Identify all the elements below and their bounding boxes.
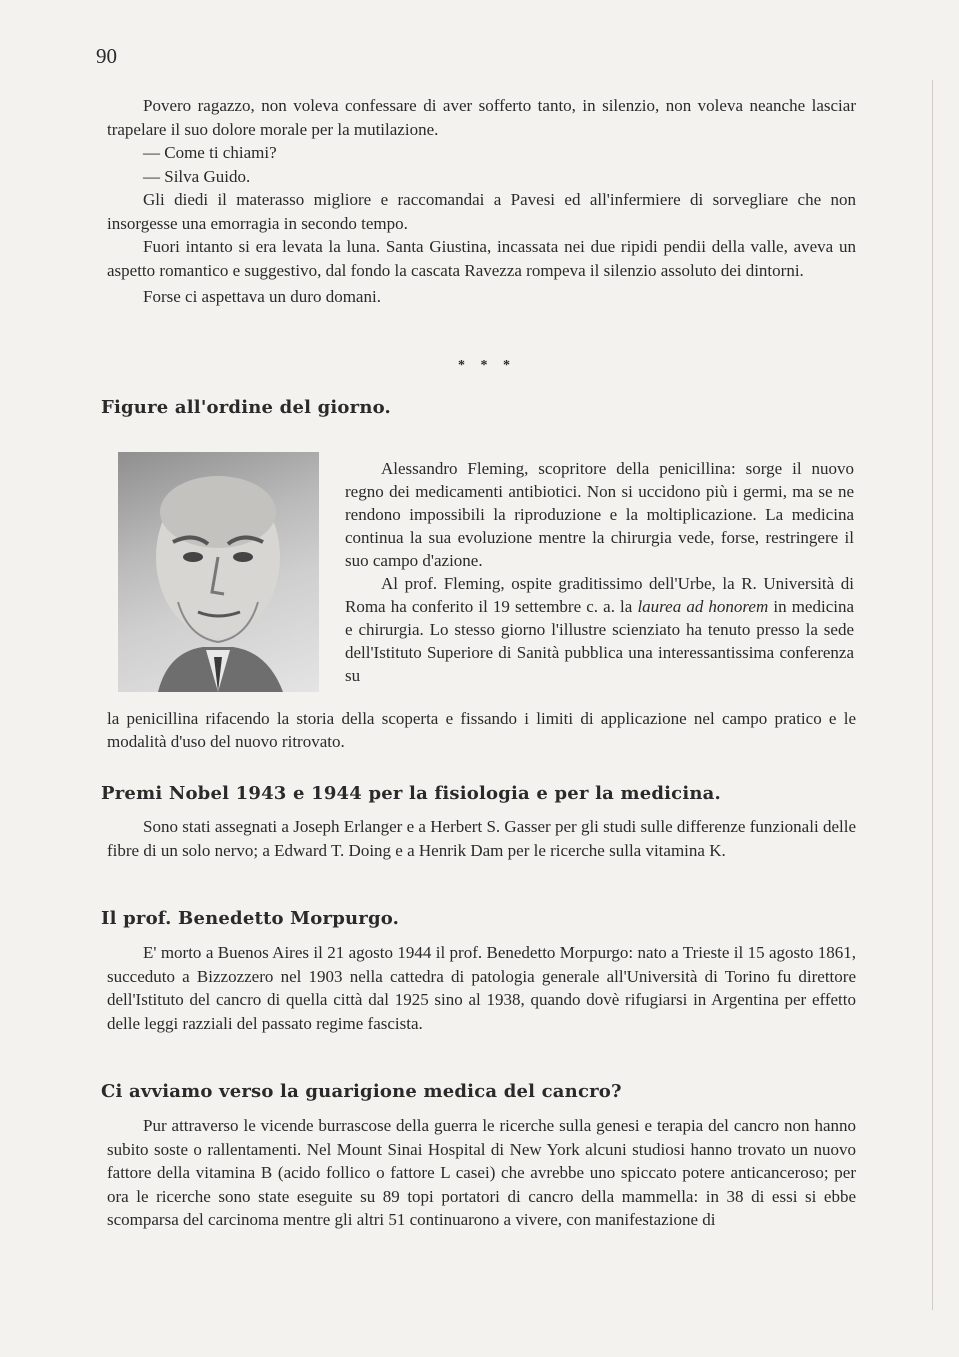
page-number: 90 — [96, 44, 117, 68]
morpurgo-text — [107, 941, 856, 1035]
intro-paragraph: — Come ti chiami? — [143, 143, 277, 162]
heading-morpurgo: Il prof. Benedetto Morpurgo. — [101, 908, 400, 929]
page-edge-rule — [932, 80, 933, 1310]
fleming-paragraph-2 — [345, 572, 854, 687]
portrait-photo — [118, 452, 319, 692]
intro-paragraph: — Silva Guido. — [143, 166, 251, 186]
morpurgo-paragraph: E' morto a Buenos Aires il 21 agosto 1944 il prof. Benedetto Morpurgo: nato a Trieste il 15 agosto 1861, succeduto a Bizzozzero nel 1903 nella cattedra di patologia generale all'Università di Torino fu direttore dell'Istituto del cancro di quella città dal 1925 sino al 1938, quando dovè rifugiarsi in Argentina per effetto delle leggi razziali del passato regime fascista. — [107, 943, 856, 1033]
intro-paragraph: Fuori intanto si era levata la luna. Santa Giustina, incassata nei due ripidi pendii della valle, aveva un aspetto romantico e suggestivo, dal fondo la cascata Ravezza rompeva il silenzio assoluto dei dintorni. — [107, 237, 856, 280]
fleming-continuation — [107, 707, 856, 753]
section-separator: * * * — [458, 358, 516, 373]
fleming-paragraph: Alessandro Fleming, scopritore della penicillina: sorge il nuovo regno dei medicamenti antibiotici. Non si uccidono più i germi, ma se ne rendono impossibili la riproduzione e la moltiplicazione. La medicina continua la sua evoluzione mentre la chirurgia vede, forse, restringere il suo campo d'azione. — [345, 459, 854, 570]
nobel-paragraph: Sono stati assegnati a Joseph Erlanger e a Herbert S. Gasser per gli studi sulle differenze funzionali delle fibre di un solo nervo; a Edward T. Doing e a Henrik Dam per le ricerche sulla vitamina K. — [107, 817, 856, 860]
intro-paragraph: Forse ci aspettava un duro domani. — [143, 287, 381, 306]
nobel-text — [107, 815, 856, 862]
cancro-paragraph: Pur attraverso le vicende burrascose della guerra le ricerche sulla genesi e terapia del cancro non hanno subito soste o rallentamenti. Nel Mount Sinai Hospital di New York alcuni studiosi hanno trovato un nuovo fattore della vitamina B (acido follico o fattore L casei) che avrebbe uno spiccato potere anticanceroso; per ora le ricerche sono state eseguite su 89 topi portatori di cancro della mammella: in 38 di essi si ebbe scomparsa del carcinoma mentre gli altri 51 continuarono a vivere, con manifestazione di — [107, 1116, 856, 1229]
fleming-paragraph-2-start: Al prof. Fleming, ospite graditissimo dell'Urbe, la R. Università di Roma ha conferito il 19 settembre c. a. la — [345, 574, 854, 616]
portrait-illustration — [118, 452, 319, 692]
fleming-degree-italic: laurea ad honorem — [637, 597, 769, 616]
intro-text — [107, 94, 856, 309]
cancro-text — [107, 1114, 856, 1232]
fleming-column — [345, 457, 854, 687]
fleming-paragraph-2-continued: la penicillina rifacendo la storia della scoperta e fissando i limiti di applicazione nel campo pratico e le modalità d'uso del nuovo ritrovato. — [107, 709, 856, 751]
fleming-paragraph-2-rest: in medicina e chirurgia. Lo stesso giorno l'illustre scienziato ha tenuto presso la sede dell'Istituto Superiore di Sanità pubblica una interessantissima conferenza su — [345, 597, 855, 685]
intro-paragraph: Gli diedi il materasso migliore e raccomandai a Pavesi ed all'infermiere di sorvegliare che non insorgesse una emorragia in secondo tempo. — [107, 190, 856, 233]
heading-cancro: Ci avviamo verso la guarigione medica del cancro? — [101, 1081, 622, 1102]
intro-paragraph: Povero ragazzo, non voleva confessare di aver sofferto tanto, in silenzio, non voleva neanche lasciar trapelare il suo dolore morale per la mutilazione. — [107, 96, 856, 139]
heading-premi-nobel: Premi Nobel 1943 e 1944 per la fisiologia e per la medicina. — [101, 783, 721, 804]
heading-figure-ordine: Figure all'ordine del giorno. — [101, 397, 391, 418]
